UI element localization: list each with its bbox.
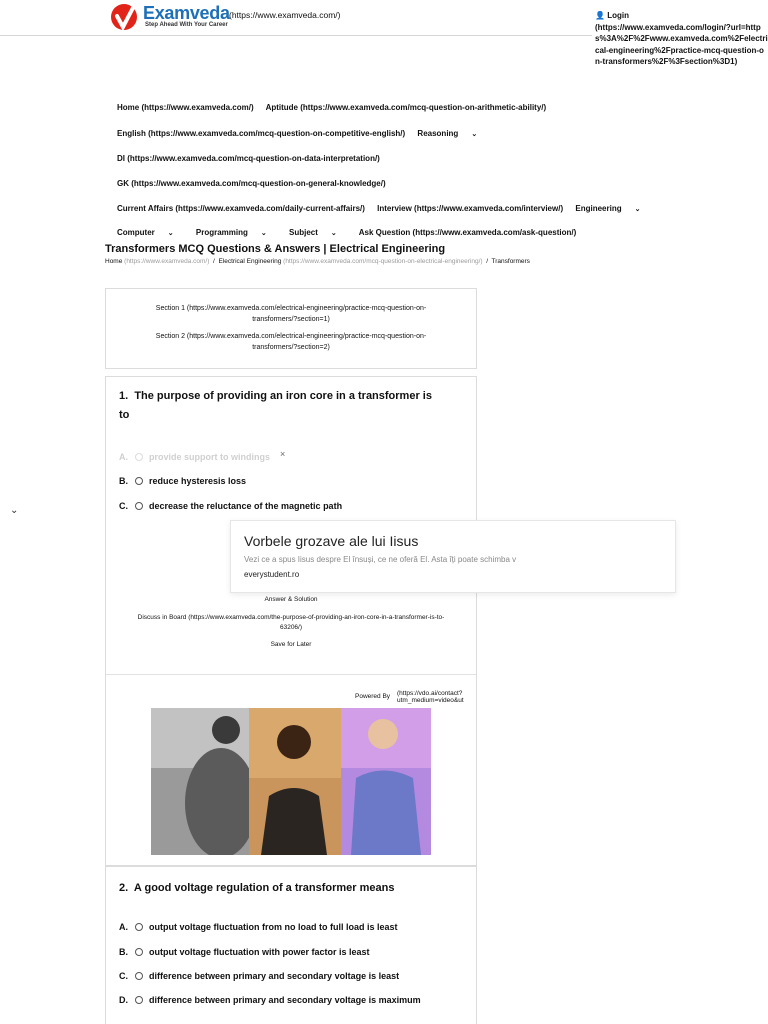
chevron-down-icon: ⌄ — [634, 206, 641, 213]
question-1-option-b[interactable]: B. reduce hysteresis loss — [119, 476, 247, 486]
question-2-option-d[interactable]: D. difference between primary and secondary voltage is maximum — [119, 995, 421, 1005]
answer-solution-link[interactable]: Answer & Solution — [264, 596, 318, 603]
powered-by-link[interactable]: (https://vdo.ai/contact? utm_medium=video&ut — [397, 690, 464, 704]
logo-tagline: Step Ahead With Your Career — [145, 22, 228, 28]
sections-card — [105, 288, 477, 369]
discuss-board-link[interactable]: Discuss in Board (https://www.examveda.com/the-purpose-of-providing-an-iron-core-in-a-transformer-is-to- 63206/) — [137, 614, 445, 631]
nav-gk[interactable]: GK (https://www.examveda.com/mcq-question-on-general-knowledge/) — [117, 179, 386, 188]
collapse-chevron-icon[interactable]: ⌄ — [10, 505, 19, 516]
chevron-down-icon: ⌄ — [260, 230, 267, 237]
nav-subject[interactable]: Subject ⌄ — [289, 228, 337, 237]
ad-description: Vezi ce a spus Iisus despre El însuși, ce ne oferă El. Asta îți poate schimba v — [244, 555, 517, 564]
header-divider — [0, 35, 592, 36]
examveda-logo-icon[interactable] — [110, 0, 142, 33]
radio-icon[interactable] — [135, 502, 143, 510]
save-for-later-button[interactable]: Save for Later — [270, 641, 312, 648]
nav-computer[interactable]: Computer ⌄ — [117, 228, 174, 237]
nav-row-1 — [117, 103, 556, 112]
nav-aptitude[interactable]: Aptitude (https://www.examveda.com/mcq-question-on-arithmetic-ability/) — [265, 103, 547, 112]
section-2-link[interactable]: Section 2 (https://www.examveda.com/electrical-engineering/practice-mcq-question-on- transformers/?section=2) — [155, 333, 427, 351]
radio-icon[interactable] — [135, 477, 143, 485]
question-2-option-b[interactable]: B. output voltage fluctuation with power factor is least — [119, 947, 370, 957]
section-1-link[interactable]: Section 1 (https://www.examveda.com/electrical-engineering/practice-mcq-question-on- transformers/?section=1) — [155, 305, 427, 323]
breadcrumb-home[interactable]: Home — [105, 258, 123, 265]
powered-by-label: Powered By — [355, 693, 391, 700]
page-title: Transformers MCQ Questions & Answers | Electrical Engineering — [105, 243, 446, 255]
radio-icon[interactable] — [135, 923, 143, 931]
ad-source[interactable]: everystudent.ro — [244, 570, 300, 579]
logo-link[interactable]: (https://www.examveda.com/) — [229, 10, 341, 20]
breadcrumb-separator: / — [486, 258, 489, 265]
nav-reasoning[interactable]: Reasoning ⌄ — [417, 129, 478, 138]
login-link[interactable]: 👤 Login (https://www.examveda.com/login/?url=https%3A%2F%2Fwww.examveda.com%2Felectrical-engineering%2Fpractice-mcq-question-on-transformers%2F%3Fsection%3D1) — [595, 11, 768, 67]
ad-close-icon[interactable]: × — [280, 449, 286, 459]
question-1-option-c[interactable]: C. decrease the reluctance of the magnetic path — [119, 501, 343, 511]
card-divider — [106, 674, 476, 675]
video-thumbnail-image[interactable] — [151, 708, 431, 855]
nav-row-2 — [117, 129, 497, 138]
question-1-option-a[interactable]: A. provide support to windings — [119, 452, 270, 462]
breadcrumb-current: Transformers — [491, 258, 530, 265]
user-icon: 👤 — [595, 11, 605, 20]
chevron-down-icon: ⌄ — [167, 230, 174, 237]
chevron-down-icon: ⌄ — [330, 230, 337, 237]
ad-title[interactable]: Vorbele grozave ale lui Iisus — [244, 533, 419, 549]
nav-home[interactable]: Home (https://www.examveda.com/) — [117, 103, 254, 112]
logo-text[interactable]: Examveda — [143, 3, 230, 23]
nav-interview[interactable]: Interview (https://www.examveda.com/interview/) — [377, 204, 564, 213]
chevron-down-icon: ⌄ — [471, 131, 478, 138]
login-url: (https://www.examveda.com/login/?url=https%3A%2F%2Fwww.examveda.com%2Felectrical-engineering%2Fpractice-mcq-question-on-transformers%2F%3Fsection%3D1) — [595, 22, 768, 67]
breadcrumb-section[interactable]: Electrical Engineering — [218, 258, 282, 265]
nav-di[interactable]: DI (https://www.examveda.com/mcq-question-on-data-interpretation/) — [117, 154, 380, 163]
breadcrumb — [105, 258, 530, 265]
nav-ask-question[interactable]: Ask Question (https://www.examveda.com/ask-question/) — [358, 228, 577, 237]
question-1-text: 1. The purpose of providing an iron core in a transformer is to — [119, 390, 432, 421]
breadcrumb-section-url: (https://www.examveda.com/mcq-question-on-electrical-engineering/) — [283, 258, 483, 265]
question-2-option-a[interactable]: A. output voltage fluctuation from no load to full load is least — [119, 922, 398, 932]
question-2-text: 2. A good voltage regulation of a transformer means — [119, 882, 395, 894]
radio-icon[interactable] — [135, 948, 143, 956]
nav-row-6 — [117, 228, 586, 237]
radio-icon[interactable] — [135, 996, 143, 1004]
question-2-option-c[interactable]: C. difference between primary and secondary voltage is least — [119, 971, 400, 981]
radio-icon[interactable] — [135, 972, 143, 980]
breadcrumb-separator: / — [213, 258, 215, 265]
radio-icon[interactable] — [135, 453, 143, 461]
nav-programming[interactable]: Programming ⌄ — [195, 228, 267, 237]
nav-engineering[interactable]: Engineering ⌄ — [575, 204, 641, 213]
breadcrumb-home-url: (https://www.examveda.com/) — [124, 258, 210, 265]
nav-current-affairs[interactable]: Current Affairs (https://www.examveda.com/daily-current-affairs/) — [117, 204, 365, 213]
ad-banner[interactable] — [230, 520, 676, 593]
nav-english[interactable]: English (https://www.examveda.com/mcq-question-on-competitive-english/) — [117, 129, 406, 138]
nav-row-5 — [117, 204, 660, 213]
